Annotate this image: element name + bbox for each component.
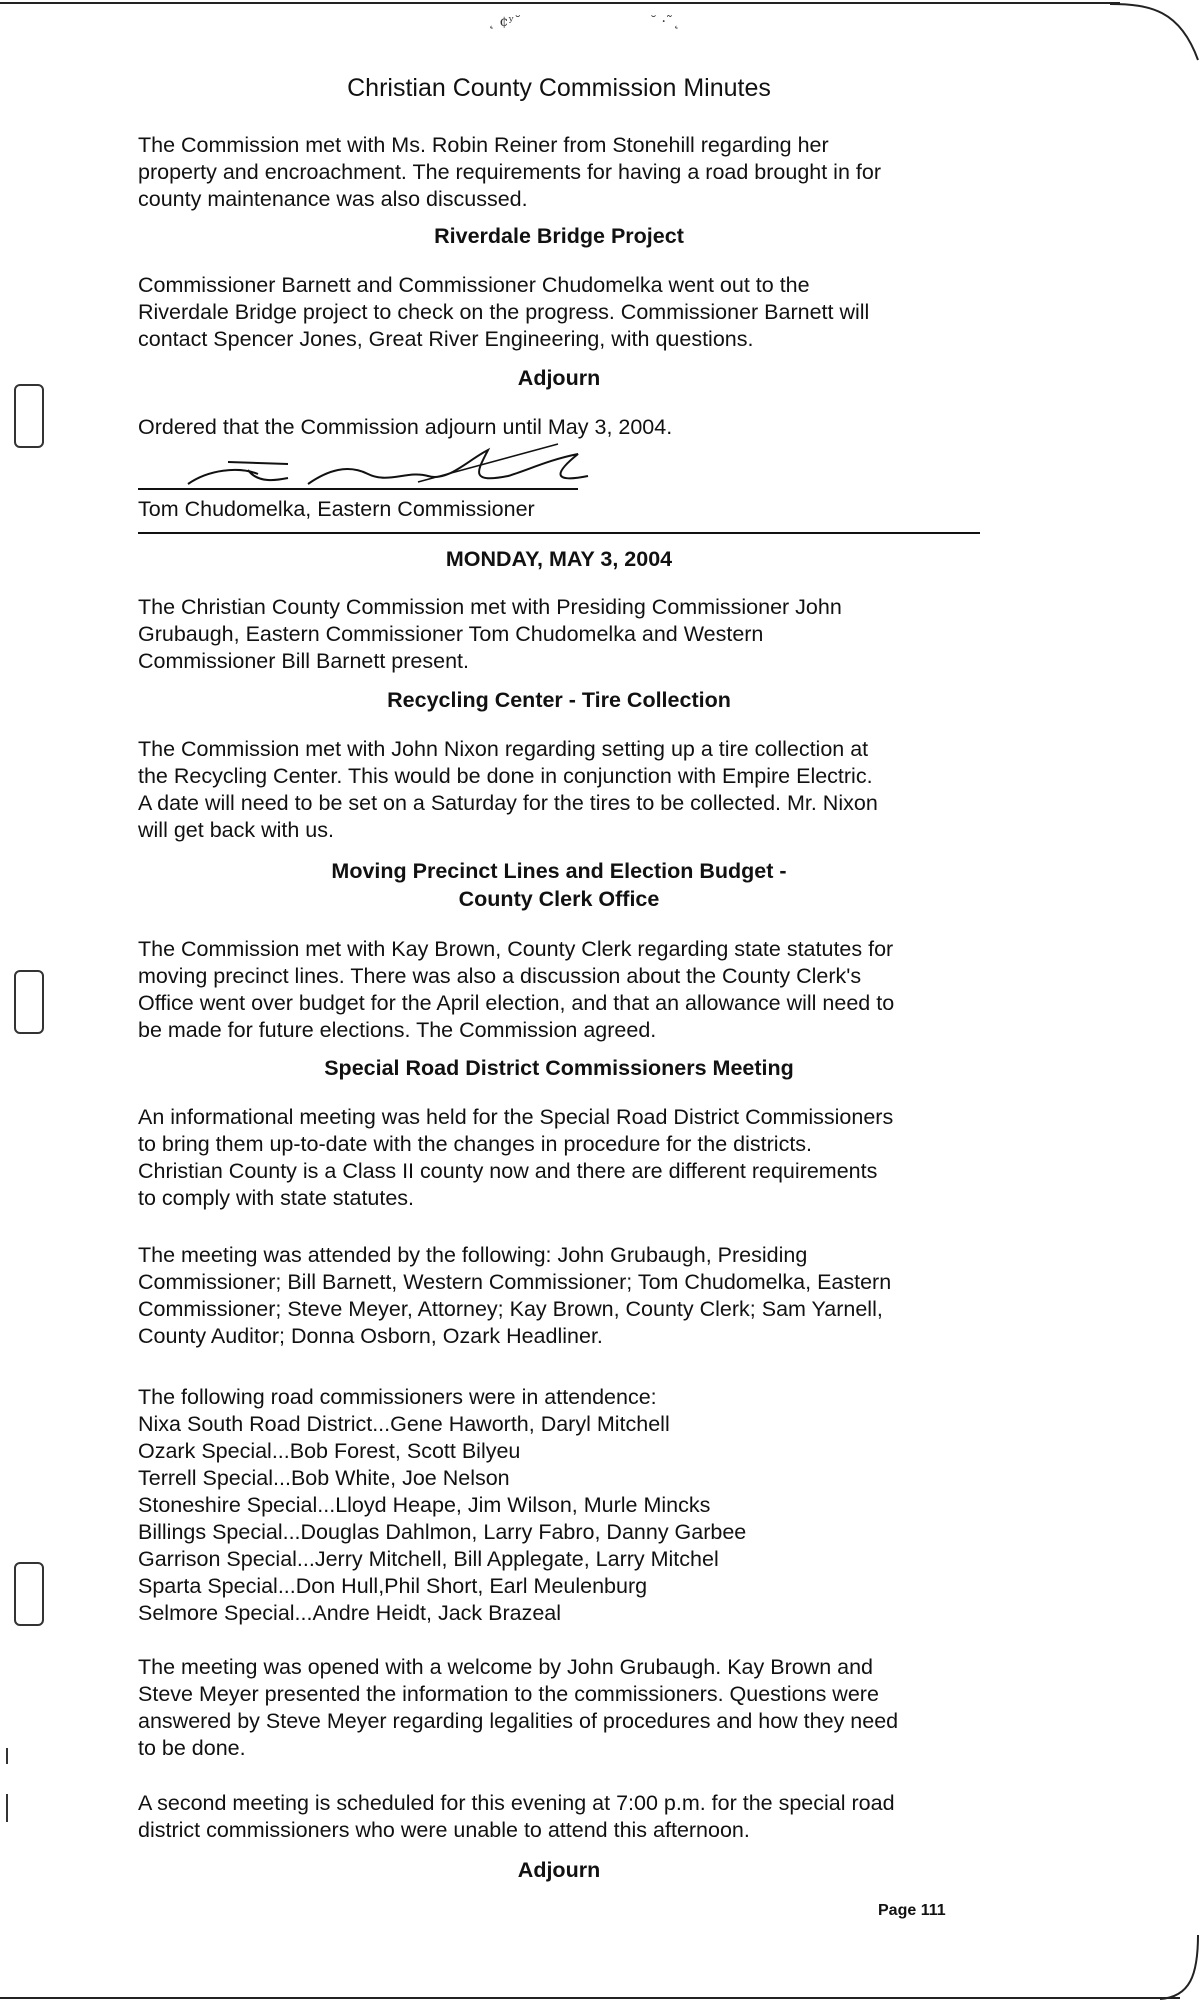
road-commissioners-list: The following road commissioners were in attendence: Nixa South Road District...Gene Haworth, Daryl Mitchell Ozark Special...Bob Forest, Scott Bilyeu Terrell Special...Bob White, Joe Nelson Stoneshire Special...Lloyd Heape, Jim Wilson, Murle Mincks Billings Special...Douglas Dahlmon, Larry Fabro, Danny Garbee Garrison Special...Jerry Mitchell, Bill Applegate, Larry Mitchel Sparta Special...Don Hull,Phil Short, Earl Meulenburg Selmore Special...Andre Heidt, Jack Brazeal: [138, 1385, 747, 1625]
scan-edge-top: [0, 2, 1120, 4]
section-heading-adjourn: Adjourn: [517, 366, 601, 390]
recycling-paragraph: The Commission met with John Nixon regarding setting up a tire collection at the Recycling Center. This would be done in conjunction with Empire Electric. A date will need to be set on a Saturday for the tires to be collected. Mr. Nixon will get back with us.: [138, 737, 878, 842]
riverdale-paragraph: Commissioner Barnett and Commissioner Chudomelka went out to the Riverdale Bridge project to check on the progress. Commissioner Barnett will contact Spencer Jones, Great River Engineering, with questions.: [138, 273, 870, 351]
page-curl-top-right: [1110, 2, 1200, 62]
margin-mark: [6, 1794, 8, 1822]
special-road-paragraph-1: An informational meeting was held for the Special Road District Commissioners to bring them up-to-date with the changes in procedure for the districts. Christian County is a Class II county now and there are different requirements to comply with state statutes.: [138, 1105, 894, 1210]
page-curl-bottom-right: [1160, 1935, 1200, 2005]
special-road-paragraph-4: The meeting was opened with a welcome by John Grubaugh. Kay Brown and Steve Meyer presented the information to the commissioners. Questions were answered by Steve Meyer regarding legalities of procedures and how they need to be done.: [138, 1655, 899, 1760]
section-divider: [138, 532, 980, 534]
scan-edge-bottom: [0, 1997, 1180, 1999]
intro-paragraph: The Commission met with Ms. Robin Reiner from Stonehill regarding her property and encroachment. The requirements for having a road brought in for county maintenance was also discussed.: [138, 133, 881, 211]
special-road-paragraph-5: A second meeting is scheduled for this evening at 7:00 p.m. for the special road district commissioners who were unable to attend this afternoon.: [138, 1791, 895, 1842]
scan-artifact: ˘ ·˜˛: [650, 14, 680, 30]
adjourn-paragraph: Ordered that the Commission adjourn until May 3, 2004.: [138, 415, 673, 439]
section-heading-riverdale: Riverdale Bridge Project: [434, 224, 684, 248]
page-title: Christian County Commission Minutes: [347, 74, 771, 102]
signature-line: [138, 488, 578, 490]
precinct-paragraph: The Commission met with Kay Brown, County Clerk regarding state statutes for moving precinct lines. There was also a discussion about the County Clerk's Office went over budget for the April election, and that an allowance will need to be made for future elections. The Commission agreed.: [138, 937, 895, 1042]
final-adjourn-heading: Adjourn: [517, 1858, 601, 1882]
margin-mark: [6, 1748, 8, 1764]
signature-caption: Tom Chudomelka, Eastern Commissioner: [138, 497, 535, 521]
date-heading: MONDAY, MAY 3, 2004: [445, 547, 673, 571]
punch-hole: [14, 1562, 44, 1626]
section-heading-precinct: Moving Precinct Lines and Election Budget - County Clerk Office: [331, 859, 787, 911]
special-road-attendees: The meeting was attended by the following: John Grubaugh, Presiding Commissioner; Bill Barnett, Western Commissioner; Tom Chudomelka, Eastern Commissioner; Steve Meyer, Attorney; Kay Brown, County Clerk; Sam Yarnell, County Auditor; Donna Osborn, Ozark Headliner.: [138, 1243, 892, 1348]
punch-hole: [14, 384, 44, 448]
section-heading-special-road: Special Road District Commissioners Meeting: [324, 1056, 794, 1080]
section-heading-recycling: Recycling Center - Tire Collection: [387, 688, 731, 712]
punch-hole: [14, 970, 44, 1034]
scan-artifact: ˛ ¢ʸ˘: [488, 14, 522, 30]
page-number: Page 111: [878, 1902, 946, 1919]
handwritten-signature: [178, 440, 618, 500]
attendance-paragraph: The Christian County Commission met with Presiding Commissioner John Grubaugh, Eastern Commissioner Tom Chudomelka and Western Commissioner Bill Barnett present.: [138, 595, 842, 673]
